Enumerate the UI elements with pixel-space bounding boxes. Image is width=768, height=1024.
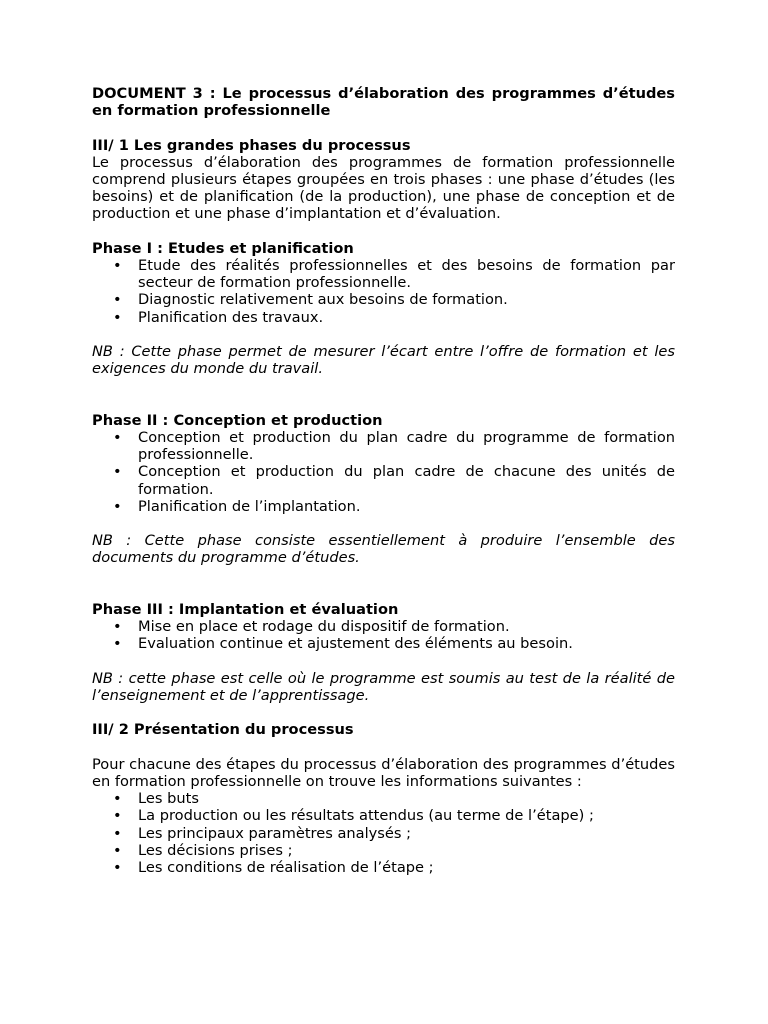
list-item-text: Conception et production du plan cadre du programme de formation professionnelle. bbox=[138, 429, 675, 464]
bullet-icon: • bbox=[113, 807, 122, 825]
list-item bbox=[92, 842, 675, 859]
bullet-icon: • bbox=[113, 841, 122, 859]
phase-1-list bbox=[92, 257, 675, 326]
list-item-text: Evaluation continue et ajustement des éléments au besoin. bbox=[138, 635, 573, 653]
phase-2-list bbox=[92, 429, 675, 515]
list-item-text: La production ou les résultats attendus (au terme de l’étape) ; bbox=[138, 807, 594, 825]
list-item bbox=[92, 257, 675, 291]
bullet-icon: • bbox=[113, 291, 122, 309]
list-item-text: Etude des réalités professionnelles et des besoins de formation par secteur de formation professionnelle. bbox=[138, 257, 675, 292]
list-item-text: Planification de l’implantation. bbox=[138, 497, 361, 515]
list-item bbox=[92, 859, 675, 876]
list-item-text: Diagnostic relativement aux besoins de formation. bbox=[138, 291, 508, 309]
phase-1-note: NB : Cette phase permet de mesurer l’écart entre l’offre de formation et les exigences du monde du travail. bbox=[92, 343, 675, 378]
bullet-icon: • bbox=[113, 429, 122, 446]
list-item-text: Les buts bbox=[138, 790, 199, 808]
list-item-text: Les principaux paramètres analysés ; bbox=[138, 824, 412, 842]
list-item bbox=[92, 790, 675, 807]
list-item bbox=[92, 635, 675, 652]
phase-2-note: NB : Cette phase consiste essentiellement à produire l’ensemble des documents du programme d’études. bbox=[92, 532, 675, 567]
list-item bbox=[92, 463, 675, 497]
list-item bbox=[92, 825, 675, 842]
bullet-icon: • bbox=[113, 635, 122, 653]
bullet-icon: • bbox=[113, 824, 122, 842]
section-2-list bbox=[92, 790, 675, 876]
bullet-icon: • bbox=[113, 497, 122, 515]
document-page bbox=[92, 85, 675, 876]
list-item bbox=[92, 309, 675, 326]
list-item bbox=[92, 807, 675, 824]
list-item-text: Planification des travaux. bbox=[138, 308, 324, 326]
list-item-text: Les décisions prises ; bbox=[138, 841, 293, 859]
section-heading-2: III/ 2 Présentation du processus bbox=[92, 721, 354, 739]
section-intro-2: Pour chacune des étapes du processus d’élaboration des programmes d’études en formation professionnelle on trouve les informations suivantes : bbox=[92, 755, 675, 790]
list-item-text: Conception et production du plan cadre de chacune des unités de formation. bbox=[138, 463, 675, 498]
phase-3-heading: Phase III : Implantation et évaluation bbox=[92, 601, 399, 618]
list-item-text: Mise en place et rodage du dispositif de formation. bbox=[138, 618, 510, 636]
section-intro-1: Le processus d’élaboration des programmes de formation professionnelle comprend plusieurs étapes groupées en trois phases : une phase d’études (les besoins) et de planification (de la production), une phase de conception et de production et une phase d’implantation et d’évaluation. bbox=[92, 153, 675, 223]
bullet-icon: • bbox=[113, 308, 122, 326]
phase-3-note: NB : cette phase est celle où le programme est soumis au test de la réalité de l’enseignement et de l’apprentissage. bbox=[92, 669, 675, 704]
list-item bbox=[92, 498, 675, 515]
phase-3-list bbox=[92, 618, 675, 652]
section-heading-1: III/ 1 Les grandes phases du processus bbox=[92, 136, 411, 154]
phase-2-heading: Phase II : Conception et production bbox=[92, 411, 383, 429]
bullet-icon: • bbox=[113, 859, 122, 876]
bullet-icon: • bbox=[113, 257, 122, 274]
bullet-icon: • bbox=[113, 790, 122, 808]
list-item bbox=[92, 291, 675, 308]
phase-1-heading: Phase I : Etudes et planification bbox=[92, 239, 354, 257]
bullet-icon: • bbox=[113, 618, 122, 636]
bullet-icon: • bbox=[113, 463, 122, 481]
list-item bbox=[92, 429, 675, 463]
list-item-text: Les conditions de réalisation de l’étape ; bbox=[138, 859, 434, 876]
list-item bbox=[92, 618, 675, 635]
document-title: DOCUMENT 3 : Le processus d’élaboration des programmes d’études en formation professionnelle bbox=[92, 85, 675, 120]
